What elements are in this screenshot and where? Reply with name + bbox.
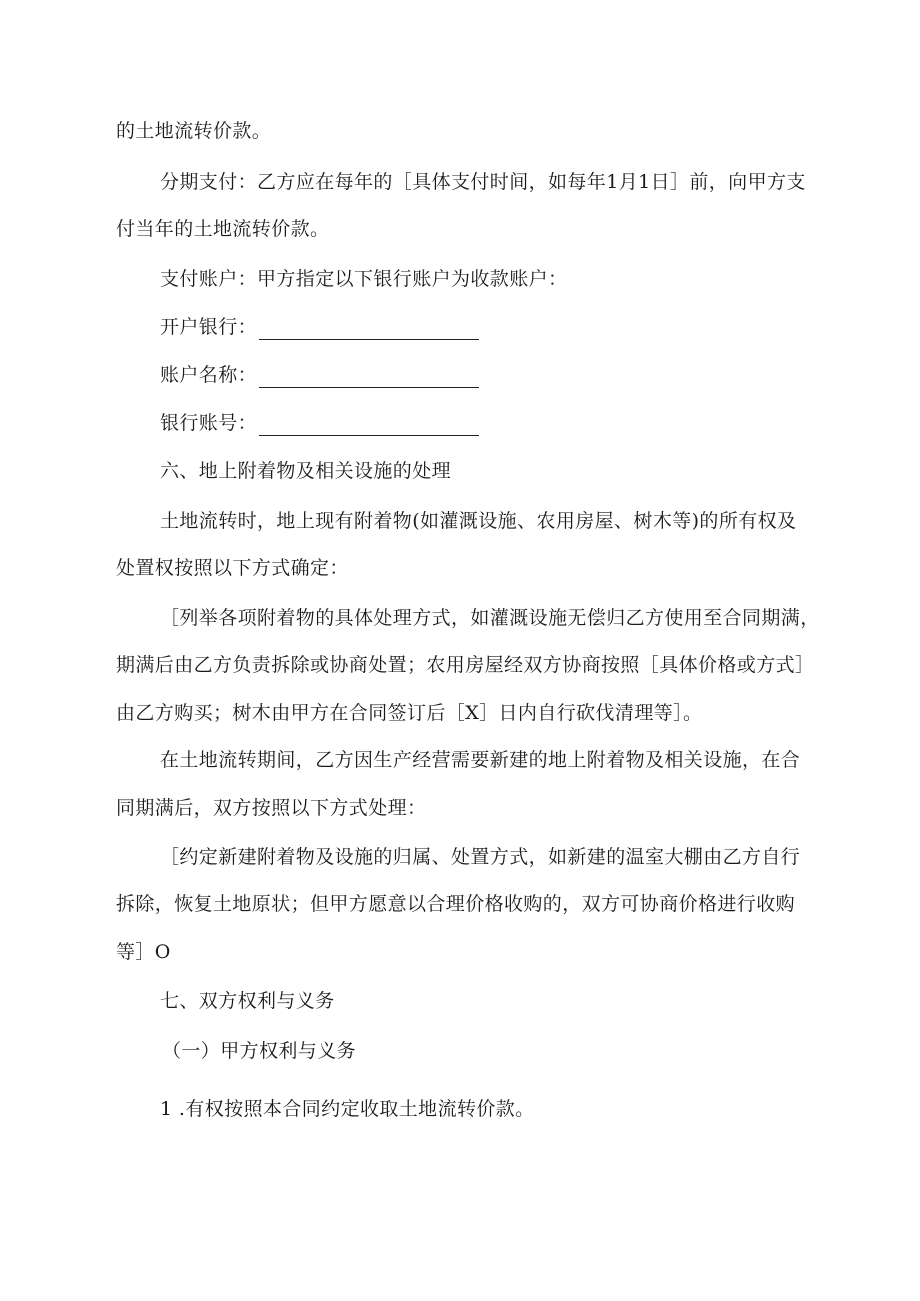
text-line: 付当年的土地流转价款。 (116, 218, 330, 240)
list-item: 1 .有权按照本合同约定收取土地流转价款。 (160, 1098, 535, 1120)
field-label: 开户银行： (160, 316, 258, 338)
text-line: 处置权按照以下方式确定： (116, 557, 349, 579)
text-line: 支付账户：甲方指定以下银行账户为收款账户： (160, 268, 568, 290)
text-line: 拆除，恢复土地原状；但甲方愿意以合理价格收购的，双方可协商价格进行收购 (116, 893, 796, 915)
text-line: ［约定新建附着物及设施的归属、处置方式，如新建的温室大棚由乙方自行 (160, 846, 801, 868)
blank-underline (259, 319, 479, 340)
blank-underline (259, 367, 479, 388)
field-label: 账户名称： (160, 364, 258, 386)
text-line: 土地流转时，地上现有附着物(如灌溉设施、农用房屋、树木等)的所有权及 (160, 510, 797, 532)
field-label: 银行账号： (160, 412, 258, 434)
text-line: 期满后由乙方负责拆除或协商处置；农用房屋经双方协商按照［具体价格或方式］ (116, 654, 815, 676)
section-heading: 六、地上附着物及相关设施的处理 (160, 460, 452, 482)
account-name-field (160, 362, 479, 388)
text-line: 的土地流转价款。 (116, 120, 272, 142)
text-line: 同期满后，双方按照以下方式处理： (116, 797, 427, 819)
text-line: ［列举各项附着物的具体处理方式，如灌溉设施无偿归乙方使用至合同期满， (160, 607, 820, 629)
subsection-heading: （一）甲方权利与义务 (162, 1040, 357, 1062)
section-heading: 七、双方权利与义务 (160, 990, 335, 1012)
blank-underline (259, 415, 479, 436)
bank-name-field (160, 314, 479, 340)
text-line: 分期支付：乙方应在每年的［具体支付时间，如每年1月1日］前，向甲方支 (160, 171, 806, 193)
text-line: 等］O (116, 941, 171, 963)
text-line: 由乙方购买；树木由甲方在合同签订后［X］日内自行砍伐清理等］。 (116, 702, 703, 724)
account-number-field (160, 410, 479, 436)
text-line: 在土地流转期间，乙方因生产经营需要新建的地上附着物及相关设施，在合 (160, 749, 801, 771)
